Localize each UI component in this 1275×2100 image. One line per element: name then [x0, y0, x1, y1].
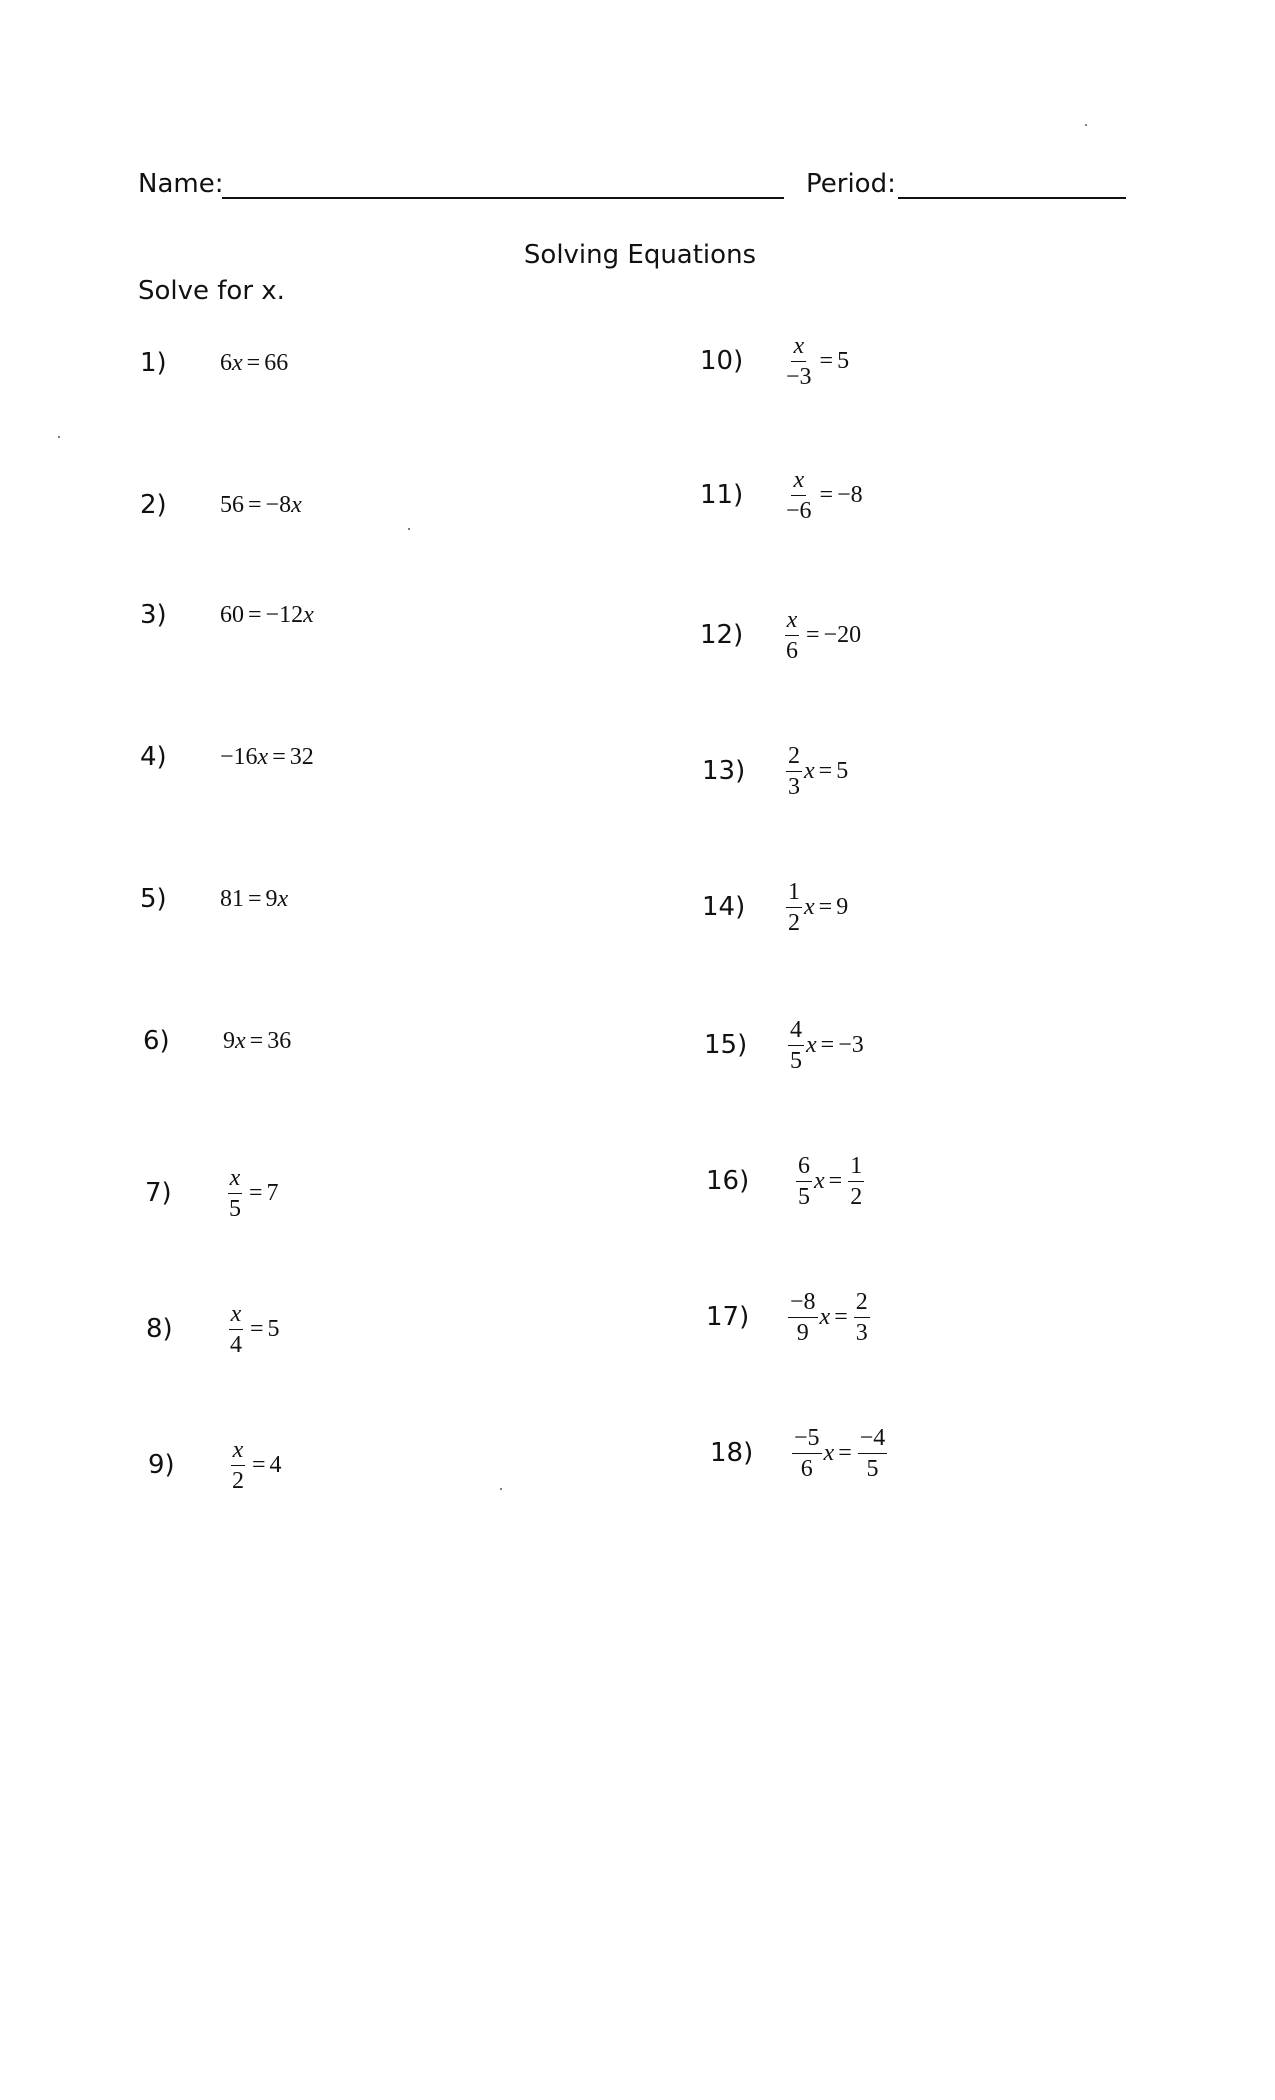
problem-18	[710, 1418, 889, 1488]
equals-sign: =	[819, 481, 834, 508]
denominator: 5	[866, 1455, 879, 1482]
equals-sign: =	[819, 347, 834, 374]
fraction	[227, 1166, 243, 1221]
constant: −8	[837, 481, 863, 508]
problem-7	[145, 1158, 279, 1228]
problem-number: 16)	[706, 1166, 750, 1196]
equation	[223, 1028, 291, 1055]
scan-speck	[1085, 124, 1087, 126]
numerator: x	[228, 1166, 243, 1194]
problem-number: 1)	[140, 348, 167, 378]
constant: 4	[269, 1451, 282, 1478]
numerator: −4	[858, 1426, 888, 1454]
problem-number: 12)	[700, 620, 744, 650]
problem-number: 7)	[145, 1178, 172, 1208]
fraction	[784, 334, 814, 389]
variable: x	[804, 893, 815, 920]
denominator: 2	[850, 1183, 863, 1210]
problem-13	[702, 736, 848, 806]
page-title: Solving Equations	[523, 240, 757, 270]
numerator: −5	[792, 1426, 822, 1454]
equals-sign: =	[838, 1439, 852, 1466]
problem-12	[700, 600, 861, 670]
problem-number: 15)	[704, 1030, 748, 1060]
equation	[782, 334, 849, 389]
fraction	[784, 608, 800, 663]
numerator: 1	[786, 880, 802, 908]
numerator: x	[231, 1438, 246, 1466]
constant: 32	[289, 743, 314, 770]
equation	[220, 602, 314, 629]
variable: x	[291, 491, 302, 518]
problem-number: 5)	[140, 884, 167, 914]
instructions: Solve for x.	[138, 276, 285, 306]
denominator: 3	[788, 773, 800, 800]
problem-number: 18)	[710, 1438, 754, 1468]
constant: 36	[267, 1027, 292, 1054]
scan-speck	[58, 436, 60, 438]
denominator: 5	[229, 1195, 241, 1222]
constant: 66	[264, 349, 289, 376]
problem-8	[146, 1294, 280, 1364]
equals-sign: =	[246, 349, 261, 376]
denominator: 3	[855, 1319, 868, 1346]
coefficient: 6	[220, 349, 232, 376]
problem-15	[704, 1010, 864, 1080]
numerator: 2	[854, 1290, 870, 1318]
problem-3	[140, 580, 314, 650]
constant: 7	[266, 1179, 279, 1206]
equals-sign: =	[249, 1027, 264, 1054]
equation	[220, 492, 302, 519]
equation	[226, 1302, 280, 1357]
problem-1	[140, 328, 288, 398]
constant: 9	[836, 893, 849, 920]
equals-sign: =	[806, 621, 820, 648]
constant: −3	[838, 1031, 864, 1058]
equals-sign: =	[248, 885, 262, 912]
constant: −20	[823, 621, 862, 648]
header-row	[138, 165, 1128, 205]
variable: x	[232, 349, 243, 376]
equals-sign: =	[249, 1179, 263, 1206]
denominator: −3	[786, 363, 812, 390]
numerator: 2	[786, 744, 802, 772]
period-blank[interactable]	[898, 197, 1126, 199]
equation	[228, 1438, 282, 1493]
constant: 5	[267, 1315, 280, 1342]
constant: 81	[220, 885, 244, 912]
coefficient: −16	[220, 743, 258, 770]
problem-number: 14)	[702, 892, 746, 922]
fraction	[228, 1302, 244, 1357]
equation	[786, 1290, 872, 1345]
scan-speck	[408, 528, 410, 530]
problem-9	[148, 1430, 282, 1500]
problem-14	[702, 872, 848, 942]
coefficient: 9	[223, 1027, 235, 1054]
problem-number: 2)	[140, 490, 167, 520]
problem-17	[706, 1282, 872, 1352]
numerator: x	[791, 468, 806, 496]
name-blank[interactable]	[222, 197, 784, 199]
equals-sign: =	[250, 1315, 264, 1342]
equation	[220, 886, 288, 913]
problem-6	[143, 1006, 291, 1076]
numerator: x	[791, 334, 806, 362]
variable: x	[814, 1167, 825, 1194]
equation	[220, 744, 314, 771]
variable: x	[277, 885, 289, 912]
fraction	[788, 1290, 818, 1345]
denominator: −6	[786, 497, 812, 524]
equation	[794, 1154, 866, 1209]
problem-5	[140, 864, 288, 934]
denominator: 5	[798, 1183, 810, 1210]
equals-sign: =	[818, 757, 833, 784]
equals-sign: =	[828, 1167, 843, 1194]
problem-number: 8)	[146, 1314, 173, 1344]
numerator: 4	[788, 1018, 804, 1046]
problem-10	[700, 326, 849, 396]
numerator: x	[229, 1302, 244, 1330]
variable: x	[235, 1027, 246, 1054]
denominator: 4	[230, 1331, 242, 1358]
equals-sign: =	[818, 893, 833, 920]
constant: 56	[220, 491, 244, 518]
variable: x	[804, 757, 815, 784]
period-label: Period:	[806, 169, 896, 199]
problem-11	[700, 460, 863, 530]
variable: x	[823, 1439, 835, 1466]
problem-number: 17)	[706, 1302, 750, 1332]
constant: 5	[837, 347, 850, 374]
equation	[784, 744, 848, 799]
coefficient: −12	[265, 601, 304, 628]
fraction	[230, 1438, 246, 1493]
problem-number: 9)	[148, 1450, 175, 1480]
denominator: 5	[790, 1047, 802, 1074]
numerator: 1	[848, 1154, 864, 1182]
equation	[220, 350, 288, 377]
problem-number: 10)	[700, 346, 744, 376]
problem-2	[140, 470, 302, 540]
problem-16	[706, 1146, 866, 1216]
fraction	[796, 1154, 812, 1209]
equals-sign: =	[248, 601, 262, 628]
result-fraction	[848, 1154, 864, 1209]
variable: x	[806, 1031, 817, 1058]
numerator: x	[785, 608, 800, 636]
equation	[784, 880, 848, 935]
constant: 5	[836, 757, 849, 784]
equals-sign: =	[820, 1031, 835, 1058]
fraction	[786, 744, 802, 799]
fraction	[792, 1426, 822, 1481]
equation	[782, 468, 863, 523]
equals-sign: =	[248, 491, 262, 518]
equation	[225, 1166, 279, 1221]
equation	[786, 1018, 864, 1073]
fraction	[786, 880, 802, 935]
variable: x	[819, 1303, 831, 1330]
name-label: Name:	[138, 169, 224, 199]
problem-number: 3)	[140, 600, 167, 630]
coefficient: −8	[265, 491, 292, 518]
variable: x	[257, 743, 269, 770]
equals-sign: =	[272, 743, 286, 770]
fraction	[788, 1018, 804, 1073]
equals-sign: =	[834, 1303, 848, 1330]
equation	[790, 1426, 889, 1481]
problem-number: 4)	[140, 742, 167, 772]
problem-number: 6)	[143, 1026, 170, 1056]
problem-4	[140, 722, 314, 792]
coefficient: 9	[265, 885, 278, 912]
scan-speck	[500, 1488, 502, 1490]
denominator: 2	[788, 909, 800, 936]
fraction	[784, 468, 814, 523]
problem-number: 11)	[700, 480, 744, 510]
numerator: −8	[788, 1290, 818, 1318]
constant: 60	[220, 601, 244, 628]
problem-number: 13)	[702, 756, 746, 786]
denominator: 6	[786, 637, 798, 664]
denominator: 2	[232, 1467, 244, 1494]
denominator: 9	[796, 1319, 809, 1346]
numerator: 6	[796, 1154, 812, 1182]
denominator: 6	[800, 1455, 813, 1482]
variable: x	[303, 601, 314, 628]
equals-sign: =	[252, 1451, 266, 1478]
result-fraction	[854, 1290, 870, 1345]
equation	[782, 608, 861, 663]
result-fraction	[858, 1426, 888, 1481]
